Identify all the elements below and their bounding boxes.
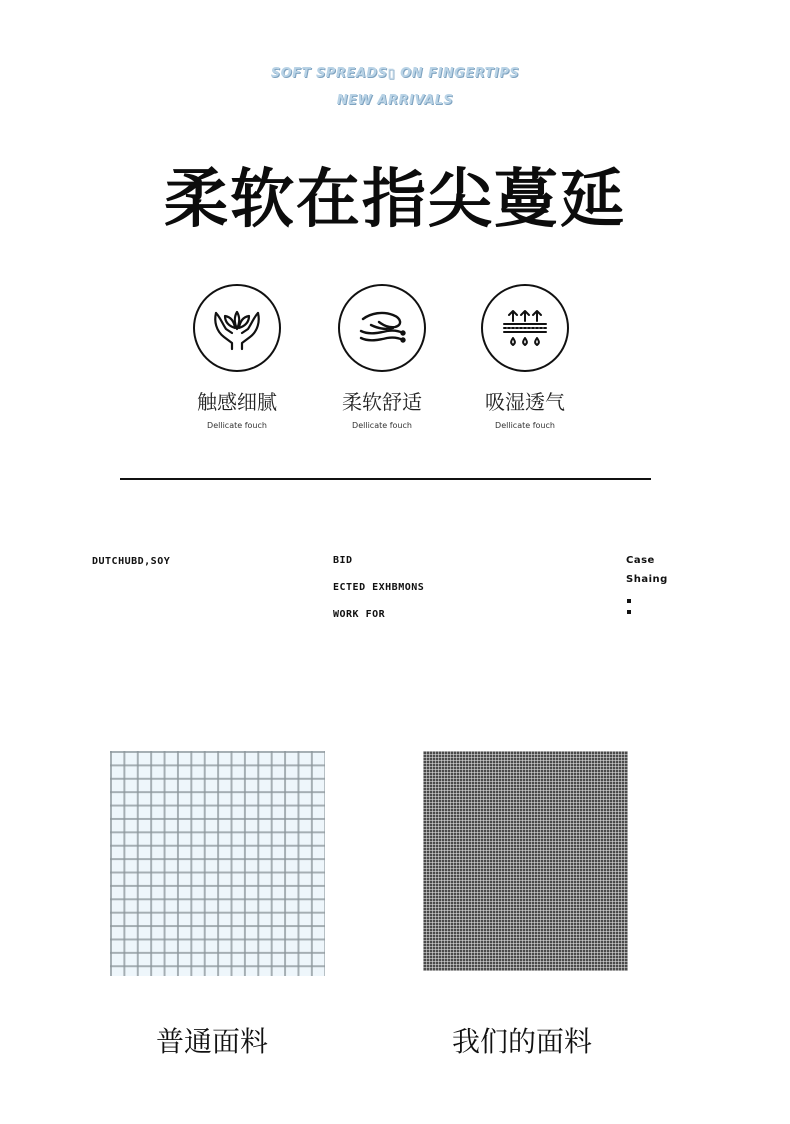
meta-middle-item: ECTED EXHBMONS <box>333 582 425 593</box>
feature-label: 柔软舒适 <box>342 390 422 414</box>
meta-right-item: Case <box>626 555 655 566</box>
feature-sublabel: Dellicate fouch <box>207 421 267 430</box>
normal-fabric-label: 普通面料 <box>155 1025 268 1058</box>
feature-soft-comfort <box>322 284 442 430</box>
feature-sublabel: Dellicate fouch <box>495 421 555 430</box>
meta-middle-item: WORK FOR <box>333 609 386 620</box>
hands-leaf-icon <box>193 284 281 372</box>
tagline-soft-spreads: SOFT SPREADS▯ ON FINGERTIPS <box>270 66 520 81</box>
meta-right-list <box>626 551 668 589</box>
our-fabric-label: 我们的面料 <box>451 1025 592 1058</box>
breathable-layers-icon <box>481 284 569 372</box>
normal-fabric-swatch <box>110 751 325 976</box>
tagline-new-arrivals: NEW ARRIVALS <box>336 93 454 108</box>
feature-label: 吸湿透气 <box>485 390 565 414</box>
soft-fabric-icon <box>338 284 426 372</box>
page-title: 柔软在指尖蔓延 <box>164 163 626 237</box>
feature-sublabel: Dellicate fouch <box>352 421 412 430</box>
section-divider <box>120 478 651 480</box>
bullet-dot <box>627 610 631 614</box>
feature-breathable <box>465 284 585 430</box>
meta-right-item: Shaing <box>626 574 668 585</box>
meta-middle-item: BID <box>333 555 353 566</box>
meta-middle-list <box>333 547 424 628</box>
feature-label: 触感细腻 <box>197 390 277 414</box>
bullet-dot <box>627 599 631 603</box>
meta-left-text: DUTCHUBD,SOY <box>92 556 171 567</box>
our-fabric-swatch <box>423 751 628 971</box>
feature-delicate-touch <box>177 284 297 430</box>
